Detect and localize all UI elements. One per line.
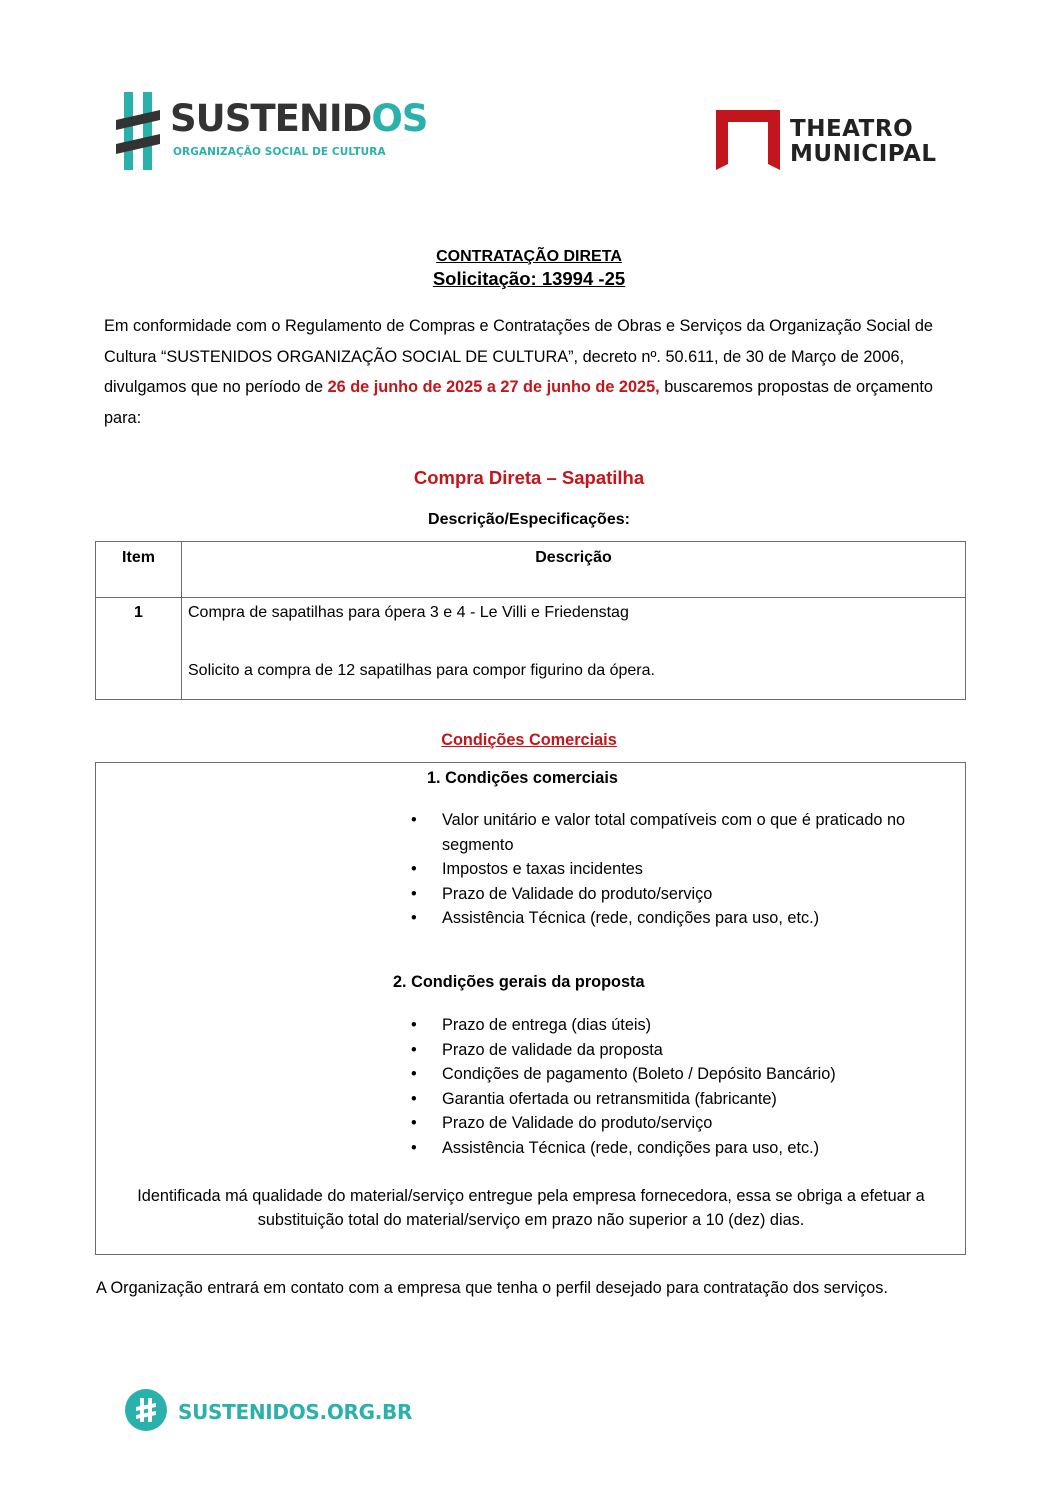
list-item: • Valor unitário e valor total compatíveis com o que é praticado no segmento: [442, 808, 962, 857]
document-title: CONTRATAÇÃO DIRETA: [436, 248, 622, 265]
items-table: [95, 541, 966, 700]
list-item: • Assistência Técnica (rede, condições para uso, etc.): [442, 906, 962, 931]
list-item: • Assistência Técnica (rede, condições para uso, etc.): [442, 1136, 962, 1161]
footer-logo: [125, 1389, 413, 1433]
quality-clause: Identificada má qualidade do material/serviço entregue pela empresa fornecedora, essa se obriga a efetuar a substituição total do material/serviço em prazo não superior a 10 (dez) dias.: [137, 1187, 925, 1229]
conditions-title: Condições Comerciais: [441, 731, 617, 749]
section2-title: 2. Condições gerais da proposta: [393, 973, 645, 991]
conditions-box: [95, 762, 966, 1255]
bullet-icon: •: [411, 1016, 417, 1034]
bullet-icon: •: [411, 909, 417, 927]
sustenidos-tagline: ORGANIZAÇÃO SOCIAL DE CULTURA: [173, 146, 386, 158]
bullet-icon: •: [411, 1138, 417, 1157]
bullet-icon: •: [411, 1065, 417, 1083]
footnote: A Organização entrará em contato com a empresa que tenha o perfil desejado para contratação dos serviços.: [96, 1279, 888, 1297]
table-row: [96, 598, 966, 700]
theatro-municipal-logo: [716, 108, 956, 174]
purchase-subtitle: Compra Direta – Sapatilha: [413, 467, 645, 488]
list-item: • Prazo de Validade do produto/serviço: [442, 882, 962, 907]
sustenidos-wordmark: SUSTENIDOS: [170, 97, 428, 140]
bullet-icon: •: [411, 860, 417, 878]
column-header-description: Descrição: [182, 542, 966, 598]
list-item: • Impostos e taxas incidentes: [442, 857, 962, 882]
bullet-icon: •: [411, 884, 417, 903]
item-description: [182, 598, 966, 700]
item-number: 1: [96, 598, 182, 700]
bullet-icon: •: [411, 1114, 417, 1132]
intro-paragraph: Em conformidade com o Regulamento de Compras e Contratações de Obras e Serviços da Organização Social de Cultura “SUSTENIDOS ORGANIZAÇÃO SOCIAL DE CULTURA”, decreto nº. 50.611, de 30 de Março de 2006, divulgamos que no período de 26 de junho de 2025 a 27 de junho de 2025, buscaremos propostas de orçamento para:: [104, 317, 933, 427]
footer-url-link[interactable]: SUSTENIDOS.ORG.BR: [178, 1400, 413, 1424]
column-header-item: Item: [96, 542, 182, 598]
bullet-icon: •: [411, 811, 417, 829]
list-item: • Condições de pagamento (Boleto / Depósito Bancário): [442, 1062, 962, 1087]
bullet-icon: •: [411, 1089, 417, 1108]
request-number: Solicitação: 13994 -25: [432, 268, 626, 289]
table-header-row: [96, 542, 966, 598]
list-item: • Prazo de validade da proposta: [442, 1038, 962, 1063]
section2-list: [411, 1013, 962, 1160]
theatro-arch-icon: [716, 108, 780, 172]
section1-title: 1. Condições comerciais: [427, 769, 618, 787]
description-line2: Solicito a compra de 12 sapatilhas para compor figurino da ópera.: [188, 662, 655, 679]
description-line1: Compra de sapatilhas para ópera 3 e 4 - Le Villi e Friedenstag: [188, 604, 629, 621]
section1-list: [411, 808, 962, 931]
sustenidos-logo: [116, 92, 428, 172]
list-item: • Prazo de entrega (dias úteis): [442, 1013, 962, 1038]
bullet-icon: •: [411, 1040, 417, 1059]
spec-label: Descrição/Especificações:: [428, 511, 630, 528]
list-item: • Prazo de Validade do produto/serviço: [442, 1111, 962, 1136]
hashtag-logo-icon: [116, 92, 160, 170]
period-highlight: 26 de junho de 2025 a 27 de junho de 2025,: [327, 378, 660, 396]
theatro-line1: THEATRO: [790, 116, 914, 142]
theatro-line2: MUNICIPAL: [790, 141, 937, 167]
footer-hashtag-icon: [125, 1389, 167, 1431]
list-item: • Garantia ofertada ou retransmitida (fabricante): [442, 1087, 962, 1112]
